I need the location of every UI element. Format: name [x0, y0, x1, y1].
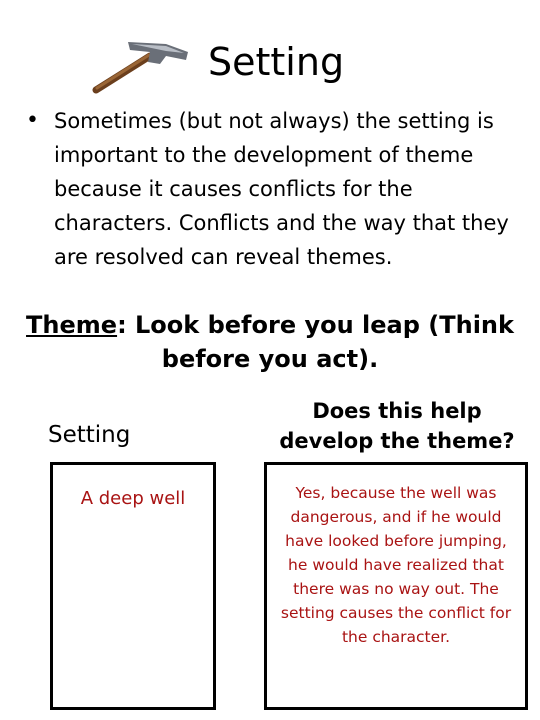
setting-column-header: Setting: [48, 422, 131, 448]
bullet-text: Sometimes (but not always) the setting is important to the development of theme because it causes conflicts for the characters. Conflicts and the way that they are resolved can reveal themes.: [54, 109, 509, 269]
slide-title: Setting: [208, 40, 345, 84]
setting-value: A deep well: [80, 488, 186, 509]
answer-value: Yes, because the well was dangerous, and if he would have looked before jumping, he would have realized that there was no way out. The setting causes the conflict for the character.: [280, 484, 512, 646]
answer-box: [264, 462, 528, 710]
setting-box: [50, 462, 216, 710]
bullet-marker: •: [26, 108, 39, 133]
theme-text: : Look before you leap (Think before you act).: [117, 311, 514, 373]
develop-column-header: Does this help develop the theme?: [279, 399, 515, 453]
theme-statement: [0, 308, 540, 376]
bullet-point: [26, 104, 526, 274]
hammer-icon: [88, 38, 192, 96]
theme-label: Theme: [26, 311, 118, 339]
